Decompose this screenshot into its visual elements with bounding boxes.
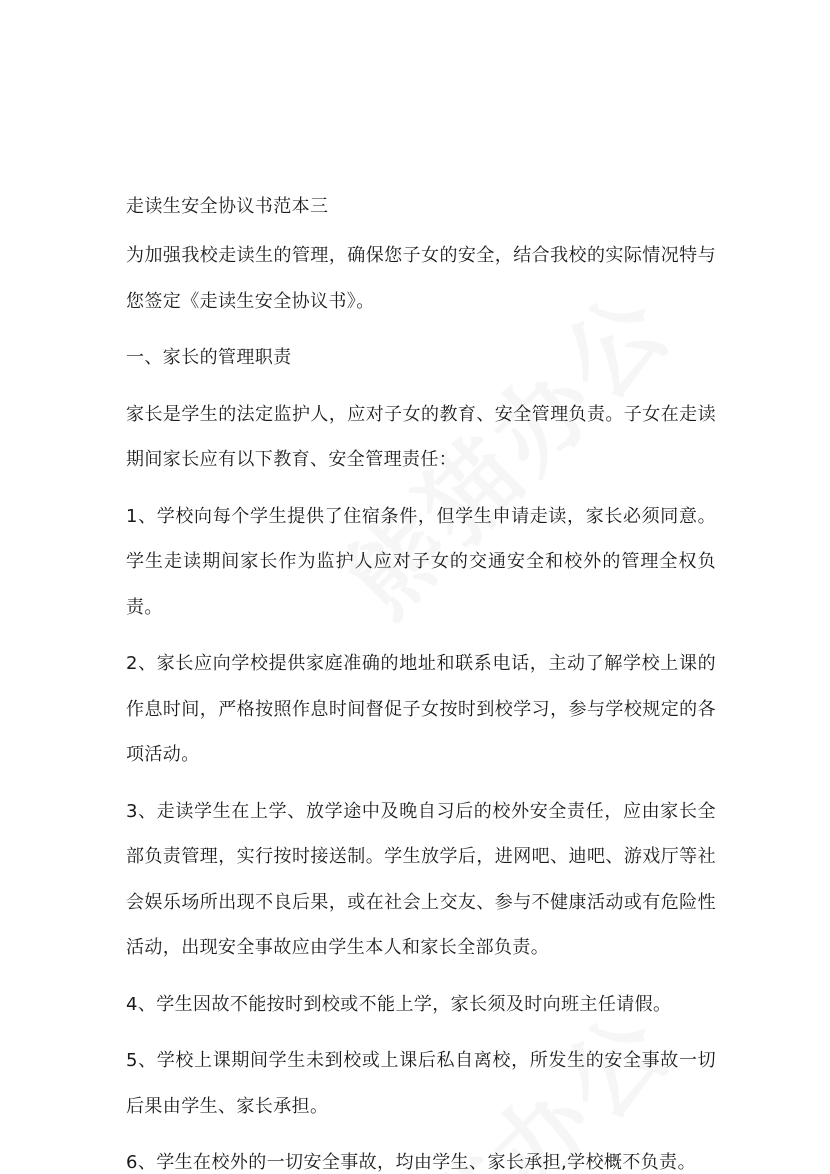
clause-5: 5、学校上课期间学生未到校或上课后私自离校，所发生的安全事故一切后果由学生、家长承担。	[126, 1050, 716, 1117]
paragraph: 家长是学生的法定监护人，应对子女的教育、安全管理负责。子女在走读期间家长应有以下教育、安全管理责任：	[126, 403, 716, 470]
document-body	[126, 192, 716, 1174]
clause-2: 2、家长应向学校提供家庭准确的地址和联系电话，主动了解学校上课的作息时间，严格按照作息时间督促子女按时到校学习，参与学校规定的各项活动。	[126, 653, 716, 765]
section-heading: 一、家长的管理职责	[126, 347, 292, 368]
clause-3: 3、走读学生在上学、放学途中及晚自习后的校外安全责任，应由家长全部负责管理，实行按时接送制。学生放学后，进网吧、迪吧、游戏厅等社会娱乐场所出现不良后果，或在社会上交友、参与不健康活动或有危险性活动，出现安全事故应由学生本人和家长全部负责。	[126, 800, 716, 958]
clause-4: 4、学生因故不能按时到校或不能上学，家长须及时向班主任请假。	[126, 993, 672, 1015]
clause-1: 1、学校向每个学生提供了住宿条件，但学生申请走读，家长必须同意。学生走读期间家长作为监护人应对子女的交通安全和校外的管理全权负责。	[126, 505, 716, 618]
clause-6: 6、学生在校外的一切安全事故，均由学生、家长承担,学校概不负责。	[126, 1152, 696, 1173]
intro-paragraph: 为加强我校走读生的管理，确保您子女的安全，结合我校的实际情况特与您签定《走读生安全协议书》。	[126, 245, 716, 312]
document-title: 走读生安全协议书范本三	[126, 196, 329, 217]
